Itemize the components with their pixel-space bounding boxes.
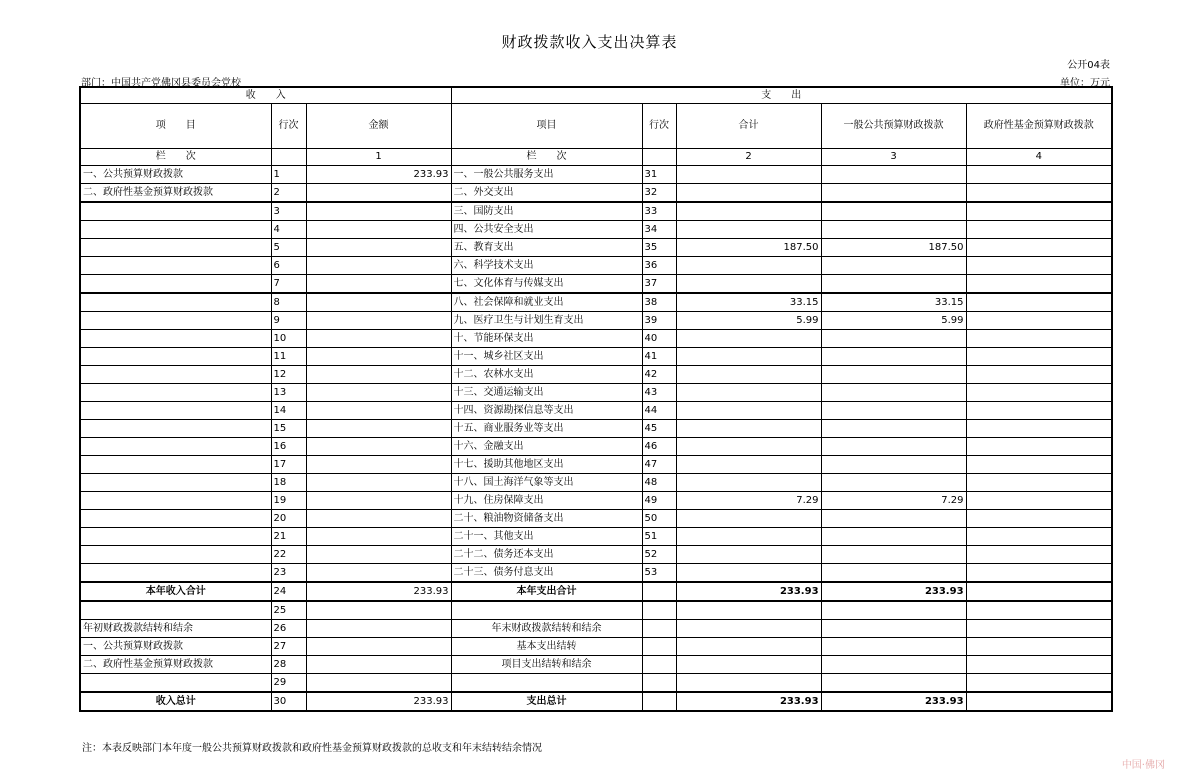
income-line-cell: 4: [271, 221, 306, 239]
expense-item-cell: 十三、交通运输支出: [451, 384, 642, 402]
income-amount-cell: [306, 366, 451, 384]
income-line-cell: 13: [271, 384, 306, 402]
expense-fund-header: 政府性基金预算财政拨款: [966, 104, 1112, 149]
income-amount-cell: [306, 420, 451, 438]
table-row: [80, 166, 1112, 184]
expense-general-cell: [821, 221, 966, 239]
expense-general-cell: 233.93: [821, 692, 966, 711]
income-line-cell: 1: [271, 166, 306, 184]
expense-line-cell: 41: [642, 348, 676, 366]
income-item-cell: [80, 275, 271, 294]
income-item-cell: [80, 384, 271, 402]
income-item-cell: [80, 528, 271, 546]
expense-general-cell: [821, 348, 966, 366]
expense-total-cell: [676, 656, 821, 674]
expense-line-cell: 32: [642, 184, 676, 203]
income-amount-cell: [306, 221, 451, 239]
income-item-cell: [80, 564, 271, 583]
table-row: [80, 275, 1112, 294]
table-row: [80, 348, 1112, 366]
income-line-cell: 8: [271, 293, 306, 312]
expense-fund-cell: [966, 510, 1112, 528]
expense-general-cell: [821, 638, 966, 656]
expense-general-cell: [821, 620, 966, 638]
income-item-cell: [80, 601, 271, 620]
income-amount-header: 金额: [306, 104, 451, 149]
expense-general-cell: [821, 184, 966, 203]
expense-total-cell: [676, 330, 821, 348]
income-item-cell: 二、政府性基金预算财政拨款: [80, 656, 271, 674]
expense-general-cell: [821, 402, 966, 420]
income-amount-cell: [306, 312, 451, 330]
income-item-cell: [80, 438, 271, 456]
expense-item-cell: 十八、国土海洋气象等支出: [451, 474, 642, 492]
table-row: [80, 221, 1112, 239]
income-amount-cell: [306, 601, 451, 620]
expense-line-cell: [642, 656, 676, 674]
expense-line-cell: 47: [642, 456, 676, 474]
table-row: [80, 202, 1112, 221]
expense-total-cell: 7.29: [676, 492, 821, 510]
expense-general-cell: [821, 674, 966, 693]
income-amount-cell: [306, 184, 451, 203]
expense-fund-cell: [966, 456, 1112, 474]
expense-line-cell: 50: [642, 510, 676, 528]
expense-total-cell: [676, 638, 821, 656]
income-line-cell: 17: [271, 456, 306, 474]
table-row: [80, 692, 1112, 711]
expense-item-cell: [451, 674, 642, 693]
income-item-cell: 一、公共预算财政拨款: [80, 638, 271, 656]
table-row: [80, 438, 1112, 456]
expense-general-cell: [821, 420, 966, 438]
income-line-cell: 19: [271, 492, 306, 510]
expense-general-cell: 187.50: [821, 239, 966, 257]
expense-total-cell: [676, 674, 821, 693]
income-amount-cell: [306, 456, 451, 474]
income-amount-cell: 233.93: [306, 692, 451, 711]
expense-total-cell: 187.50: [676, 239, 821, 257]
expense-total-cell: [676, 474, 821, 492]
column-index-1: 1: [306, 149, 451, 166]
expense-total-cell: [676, 257, 821, 275]
expense-fund-cell: [966, 348, 1112, 366]
expense-general-cell: [821, 474, 966, 492]
column-index-4: 4: [966, 149, 1112, 166]
table-row: [80, 620, 1112, 638]
expense-general-cell: [821, 601, 966, 620]
table-row: [80, 184, 1112, 203]
expense-item-cell: 十二、农林水支出: [451, 366, 642, 384]
table-row: [80, 366, 1112, 384]
expense-line-cell: 42: [642, 366, 676, 384]
footnote: 注：本表反映部门本年度一般公共预算财政拨款和政府性基金预算财政拨款的总收支和年末结转结余情况: [82, 743, 542, 754]
expense-line-cell: 35: [642, 239, 676, 257]
income-amount-cell: [306, 384, 451, 402]
expense-total-cell: 233.93: [676, 692, 821, 711]
income-line-header: 行次: [271, 104, 306, 149]
income-line-cell: 26: [271, 620, 306, 638]
expense-line-cell: 31: [642, 166, 676, 184]
department-label: 部门：中国共产党佛冈县委员会党校: [81, 78, 241, 89]
expense-general-cell: 233.93: [821, 582, 966, 601]
table-row: [80, 564, 1112, 583]
income-amount-cell: [306, 348, 451, 366]
income-item-cell: 二、政府性基金预算财政拨款: [80, 184, 271, 203]
expense-item-cell: 一、一般公共服务支出: [451, 166, 642, 184]
table-row: [80, 638, 1112, 656]
income-item-cell: [80, 330, 271, 348]
expense-line-cell: [642, 638, 676, 656]
expense-line-cell: 43: [642, 384, 676, 402]
unit-label: 单位：万元: [1060, 78, 1110, 89]
expense-item-header: 项目: [451, 104, 642, 149]
income-line-cell: 7: [271, 275, 306, 294]
expense-total-header: 合计: [676, 104, 821, 149]
expense-total-cell: [676, 546, 821, 564]
expense-total-cell: [676, 402, 821, 420]
expense-line-cell: 37: [642, 275, 676, 294]
table-row: [80, 510, 1112, 528]
income-line-cell: 30: [271, 692, 306, 711]
expense-item-cell: 九、医疗卫生与计划生育支出: [451, 312, 642, 330]
table-row: [80, 384, 1112, 402]
expense-section-header: 支 出: [451, 87, 1112, 104]
expense-item-cell: 二、外交支出: [451, 184, 642, 203]
column-index-blank: [642, 149, 676, 166]
expense-item-cell: 支出总计: [451, 692, 642, 711]
income-item-cell: [80, 312, 271, 330]
expense-item-cell: 年末财政拨款结转和结余: [451, 620, 642, 638]
expense-item-cell: 六、科学技术支出: [451, 257, 642, 275]
expense-fund-cell: [966, 620, 1112, 638]
expense-item-cell: 十六、金融支出: [451, 438, 642, 456]
expense-fund-cell: [966, 402, 1112, 420]
expense-fund-cell: [966, 221, 1112, 239]
income-item-cell: 年初财政拨款结转和结余: [80, 620, 271, 638]
expense-general-cell: [821, 166, 966, 184]
table-row: [80, 420, 1112, 438]
income-item-cell: 收入总计: [80, 692, 271, 711]
income-amount-cell: [306, 528, 451, 546]
income-item-cell: [80, 456, 271, 474]
income-amount-cell: [306, 638, 451, 656]
expense-general-cell: [821, 456, 966, 474]
expense-line-cell: 33: [642, 202, 676, 221]
expense-item-cell: 项目支出结转和结余: [451, 656, 642, 674]
expense-fund-cell: [966, 257, 1112, 275]
income-line-cell: 12: [271, 366, 306, 384]
expense-fund-cell: [966, 656, 1112, 674]
column-index-expense-label: 栏 次: [451, 149, 642, 166]
income-item-cell: 一、公共预算财政拨款: [80, 166, 271, 184]
income-amount-cell: [306, 620, 451, 638]
expense-general-cell: [821, 528, 966, 546]
expense-item-cell: 二十二、债务还本支出: [451, 546, 642, 564]
income-amount-cell: [306, 257, 451, 275]
income-line-cell: 23: [271, 564, 306, 583]
income-amount-cell: [306, 474, 451, 492]
expense-total-cell: 233.93: [676, 582, 821, 601]
expense-item-cell: 二十一、其他支出: [451, 528, 642, 546]
income-amount-cell: [306, 656, 451, 674]
expense-line-cell: [642, 692, 676, 711]
expense-item-cell: 八、社会保障和就业支出: [451, 293, 642, 312]
table-row: [80, 656, 1112, 674]
budget-table: [79, 86, 1113, 712]
income-amount-cell: [306, 564, 451, 583]
income-item-cell: [80, 402, 271, 420]
expense-line-cell: 53: [642, 564, 676, 583]
income-line-cell: 28: [271, 656, 306, 674]
table-row: [80, 474, 1112, 492]
income-line-cell: 24: [271, 582, 306, 601]
expense-fund-cell: [966, 546, 1112, 564]
income-item-cell: [80, 674, 271, 693]
expense-item-cell: 十五、商业服务业等支出: [451, 420, 642, 438]
expense-line-cell: 40: [642, 330, 676, 348]
expense-line-cell: [642, 674, 676, 693]
expense-general-cell: 5.99: [821, 312, 966, 330]
expense-total-cell: [676, 184, 821, 203]
expense-fund-cell: [966, 528, 1112, 546]
expense-item-cell: 十七、援助其他地区支出: [451, 456, 642, 474]
income-amount-cell: [306, 330, 451, 348]
expense-total-cell: [676, 348, 821, 366]
income-amount-cell: [306, 674, 451, 693]
income-amount-cell: [306, 438, 451, 456]
income-line-cell: 10: [271, 330, 306, 348]
expense-fund-cell: [966, 366, 1112, 384]
expense-fund-cell: [966, 330, 1112, 348]
income-item-cell: [80, 239, 271, 257]
expense-general-cell: [821, 366, 966, 384]
income-item-cell: [80, 221, 271, 239]
income-line-cell: 14: [271, 402, 306, 420]
expense-general-cell: [821, 257, 966, 275]
expense-fund-cell: [966, 239, 1112, 257]
expense-item-cell: 基本支出结转: [451, 638, 642, 656]
table-row: [80, 330, 1112, 348]
expense-fund-cell: [966, 601, 1112, 620]
table-row: [80, 546, 1112, 564]
expense-total-cell: 5.99: [676, 312, 821, 330]
page-title: 财政拨款收入支出决算表: [501, 33, 678, 51]
expense-total-cell: [676, 166, 821, 184]
expense-line-cell: 46: [642, 438, 676, 456]
income-item-cell: [80, 492, 271, 510]
income-amount-cell: [306, 275, 451, 294]
income-item-cell: [80, 257, 271, 275]
expense-item-cell: 五、教育支出: [451, 239, 642, 257]
income-line-cell: 22: [271, 546, 306, 564]
income-amount-cell: [306, 202, 451, 221]
expense-total-cell: [676, 221, 821, 239]
expense-line-cell: 44: [642, 402, 676, 420]
expense-item-cell: 二十三、债务付息支出: [451, 564, 642, 583]
income-item-cell: [80, 546, 271, 564]
expense-fund-cell: [966, 293, 1112, 312]
income-item-cell: [80, 474, 271, 492]
expense-item-cell: 十四、资源勘探信息等支出: [451, 402, 642, 420]
income-amount-cell: 233.93: [306, 582, 451, 601]
expense-fund-cell: [966, 202, 1112, 221]
expense-fund-cell: [966, 420, 1112, 438]
table-row: [80, 257, 1112, 275]
expense-line-cell: 39: [642, 312, 676, 330]
income-amount-cell: [306, 293, 451, 312]
table-row: [80, 492, 1112, 510]
income-item-cell: [80, 293, 271, 312]
income-line-cell: 21: [271, 528, 306, 546]
expense-line-cell: 49: [642, 492, 676, 510]
expense-item-cell: 二十、粮油物资储备支出: [451, 510, 642, 528]
income-item-cell: [80, 510, 271, 528]
table-row: [80, 456, 1112, 474]
expense-total-cell: [676, 438, 821, 456]
income-line-cell: 20: [271, 510, 306, 528]
expense-total-cell: [676, 275, 821, 294]
income-line-cell: 9: [271, 312, 306, 330]
expense-line-cell: 51: [642, 528, 676, 546]
expense-line-cell: 36: [642, 257, 676, 275]
income-item-cell: [80, 366, 271, 384]
column-index-label: 栏 次: [80, 149, 271, 166]
income-line-cell: 2: [271, 184, 306, 203]
expense-general-cell: [821, 438, 966, 456]
income-line-cell: 6: [271, 257, 306, 275]
income-line-cell: 5: [271, 239, 306, 257]
expense-item-cell: 本年支出合计: [451, 582, 642, 601]
expense-item-cell: [451, 601, 642, 620]
expense-line-cell: 38: [642, 293, 676, 312]
income-line-cell: 27: [271, 638, 306, 656]
expense-fund-cell: [966, 184, 1112, 203]
expense-line-cell: 34: [642, 221, 676, 239]
expense-item-cell: 四、公共安全支出: [451, 221, 642, 239]
expense-total-cell: [676, 366, 821, 384]
income-item-cell: 本年收入合计: [80, 582, 271, 601]
expense-fund-cell: [966, 166, 1112, 184]
table-row: [80, 312, 1112, 330]
income-line-cell: 25: [271, 601, 306, 620]
expense-total-cell: [676, 528, 821, 546]
column-index-3: 3: [821, 149, 966, 166]
expense-general-header: 一般公共预算财政拨款: [821, 104, 966, 149]
expense-total-cell: [676, 202, 821, 221]
expense-fund-cell: [966, 438, 1112, 456]
table-row: [80, 601, 1112, 620]
expense-fund-cell: [966, 638, 1112, 656]
table-row: [80, 402, 1112, 420]
expense-line-header: 行次: [642, 104, 676, 149]
expense-total-cell: [676, 620, 821, 638]
expense-fund-cell: [966, 492, 1112, 510]
expense-general-cell: [821, 656, 966, 674]
income-section-header: 收 入: [80, 87, 451, 104]
expense-item-cell: 七、文化体育与传媒支出: [451, 275, 642, 294]
income-line-cell: 16: [271, 438, 306, 456]
income-amount-cell: [306, 402, 451, 420]
income-item-cell: [80, 420, 271, 438]
expense-total-cell: [676, 384, 821, 402]
expense-fund-cell: [966, 582, 1112, 601]
expense-general-cell: [821, 275, 966, 294]
watermark-logo: 中国·佛冈: [1121, 760, 1165, 771]
expense-line-cell: [642, 582, 676, 601]
expense-fund-cell: [966, 674, 1112, 693]
income-amount-cell: [306, 546, 451, 564]
form-number: 公开04表: [1067, 60, 1110, 71]
table-row: [80, 582, 1112, 601]
expense-general-cell: [821, 510, 966, 528]
income-amount-cell: [306, 510, 451, 528]
expense-total-cell: [676, 510, 821, 528]
table-row: [80, 239, 1112, 257]
expense-general-cell: 7.29: [821, 492, 966, 510]
expense-total-cell: 33.15: [676, 293, 821, 312]
expense-line-cell: 45: [642, 420, 676, 438]
expense-total-cell: [676, 601, 821, 620]
table-row: [80, 528, 1112, 546]
income-line-cell: 18: [271, 474, 306, 492]
expense-general-cell: [821, 564, 966, 583]
table-row: [80, 293, 1112, 312]
income-amount-cell: [306, 239, 451, 257]
expense-general-cell: [821, 384, 966, 402]
income-line-cell: 11: [271, 348, 306, 366]
expense-total-cell: [676, 420, 821, 438]
income-line-cell: 29: [271, 674, 306, 693]
income-line-cell: 3: [271, 202, 306, 221]
expense-line-cell: [642, 620, 676, 638]
expense-fund-cell: [966, 384, 1112, 402]
income-amount-cell: 233.93: [306, 166, 451, 184]
expense-general-cell: [821, 546, 966, 564]
expense-fund-cell: [966, 692, 1112, 711]
table-row: [80, 674, 1112, 693]
expense-item-cell: 十一、城乡社区支出: [451, 348, 642, 366]
expense-line-cell: 48: [642, 474, 676, 492]
expense-item-cell: 十、节能环保支出: [451, 330, 642, 348]
expense-item-cell: 三、国防支出: [451, 202, 642, 221]
expense-line-cell: [642, 601, 676, 620]
expense-general-cell: [821, 330, 966, 348]
expense-fund-cell: [966, 312, 1112, 330]
income-amount-cell: [306, 492, 451, 510]
expense-total-cell: [676, 456, 821, 474]
expense-fund-cell: [966, 474, 1112, 492]
expense-line-cell: 52: [642, 546, 676, 564]
expense-item-cell: 十九、住房保障支出: [451, 492, 642, 510]
column-index-blank: [271, 149, 306, 166]
income-item-cell: [80, 348, 271, 366]
income-line-cell: 15: [271, 420, 306, 438]
expense-fund-cell: [966, 564, 1112, 583]
expense-general-cell: 33.15: [821, 293, 966, 312]
column-index-2: 2: [676, 149, 821, 166]
expense-total-cell: [676, 564, 821, 583]
expense-fund-cell: [966, 275, 1112, 294]
income-item-cell: [80, 202, 271, 221]
expense-general-cell: [821, 202, 966, 221]
income-item-header: 项 目: [80, 104, 271, 149]
